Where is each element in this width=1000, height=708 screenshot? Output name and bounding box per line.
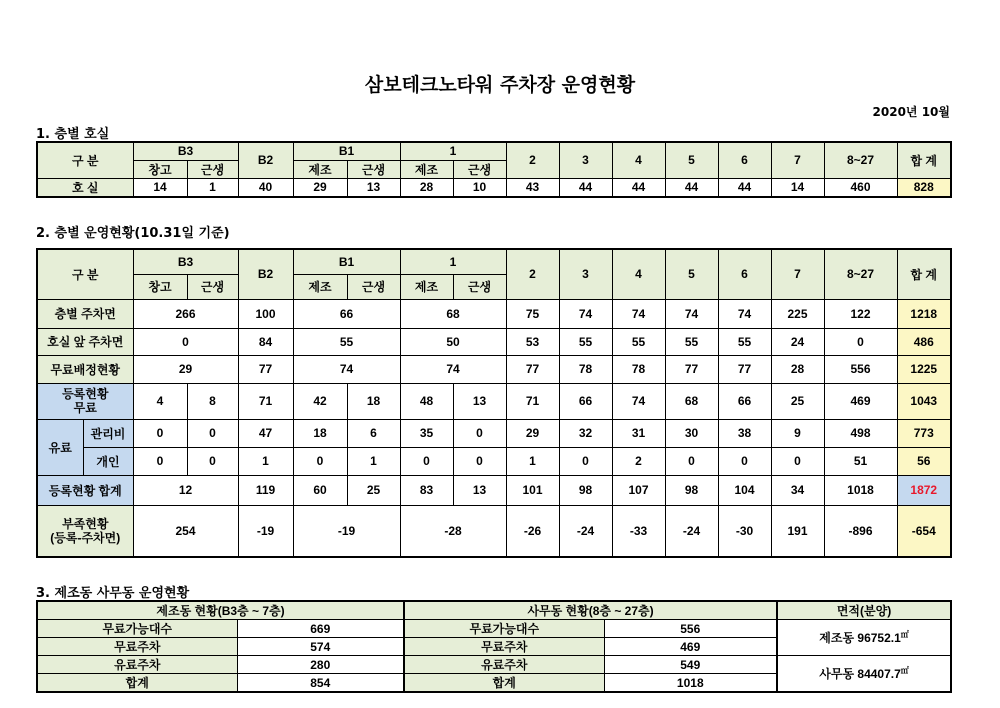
- header-b1-sub1: 제조: [293, 274, 347, 299]
- cell: 0: [453, 447, 506, 475]
- table-row: [37, 383, 951, 419]
- cell: -30: [718, 505, 771, 557]
- cell: 0: [824, 328, 897, 355]
- mfg-value: 280: [237, 656, 404, 674]
- header-b3: B3: [133, 142, 238, 160]
- header-b1-sub1: 제조: [293, 160, 347, 178]
- cell: 0: [559, 447, 612, 475]
- cell: 55: [665, 328, 718, 355]
- cell: 0: [453, 419, 506, 447]
- mfg-label: 유료주차: [37, 656, 237, 674]
- cell: -26: [506, 505, 559, 557]
- table-row: [37, 620, 951, 638]
- cell: 60: [293, 475, 347, 505]
- mfg-value: 574: [237, 638, 404, 656]
- mfg-label: 합계: [37, 674, 237, 693]
- mfg-label: 무료주차: [37, 638, 237, 656]
- section1-table: [36, 141, 952, 198]
- cell: 66: [559, 383, 612, 419]
- mfg-value: 854: [237, 674, 404, 693]
- cell: 0: [718, 447, 771, 475]
- header-f6: 6: [718, 142, 771, 178]
- cell: 35: [400, 419, 453, 447]
- cell: 44: [559, 178, 612, 197]
- header-total: 합 계: [897, 249, 951, 299]
- cell: 66: [293, 299, 400, 328]
- area-header: 면적(분양): [777, 601, 951, 620]
- table-row: [37, 419, 951, 447]
- row-label-paid: 유료: [37, 419, 83, 475]
- report-date: 2020년 10월: [872, 105, 950, 119]
- header-b2: B2: [238, 142, 293, 178]
- office-label: 무료가능대수: [404, 620, 604, 638]
- row-label: [37, 505, 133, 557]
- page-title: 삼보테크노타워 주차장 운영현황: [364, 74, 636, 96]
- cell: 18: [347, 383, 400, 419]
- cell: 122: [824, 299, 897, 328]
- office-header: 사무동 현황(8층 ~ 27층): [404, 601, 777, 620]
- header-b2: B2: [238, 249, 293, 299]
- cell: 2: [612, 447, 665, 475]
- cell: 84: [238, 328, 293, 355]
- cell: 68: [665, 383, 718, 419]
- row-label: 개인: [83, 447, 133, 475]
- cell-total: 1043: [897, 383, 951, 419]
- cell: -19: [238, 505, 293, 557]
- office-label: 합계: [404, 674, 604, 693]
- section3-heading: 3. 제조동 사무동 운영현황: [36, 586, 190, 601]
- mfg-header: 제조동 현황(B3층 ~ 7층): [37, 601, 404, 620]
- section2-table: [36, 248, 952, 558]
- cell: 104: [718, 475, 771, 505]
- cell: 77: [665, 355, 718, 383]
- cell: 1: [347, 447, 400, 475]
- cell: 31: [612, 419, 665, 447]
- header-f6: 6: [718, 249, 771, 299]
- cell: 55: [293, 328, 400, 355]
- cell: 28: [400, 178, 453, 197]
- cell: 55: [718, 328, 771, 355]
- cell: -19: [293, 505, 400, 557]
- table-row: [37, 328, 951, 355]
- row-label: 호실 앞 주차면: [37, 328, 133, 355]
- cell: 225: [771, 299, 824, 328]
- cell: 25: [771, 383, 824, 419]
- header-f2: 2: [506, 142, 559, 178]
- cell: 25: [347, 475, 400, 505]
- cell: 13: [347, 178, 400, 197]
- cell: 0: [665, 447, 718, 475]
- cell: 74: [612, 383, 665, 419]
- cell: 77: [238, 355, 293, 383]
- header-b3: B3: [133, 249, 238, 274]
- area-office: [777, 656, 951, 693]
- cell: 107: [612, 475, 665, 505]
- cell: 74: [718, 299, 771, 328]
- cell: 0: [133, 419, 187, 447]
- header-gubun: 구 분: [37, 249, 133, 299]
- header-b1: B1: [293, 249, 400, 274]
- cell: 78: [612, 355, 665, 383]
- cell-total: 828: [897, 178, 951, 197]
- header-f1-sub2: 근생: [453, 274, 506, 299]
- header-b3-sub2: 근생: [187, 274, 238, 299]
- cell: 28: [771, 355, 824, 383]
- section1-heading: 1. 층별 호실: [36, 127, 110, 142]
- cell: 55: [612, 328, 665, 355]
- header-f7: 7: [771, 249, 824, 299]
- cell: 30: [665, 419, 718, 447]
- table-row: [37, 475, 951, 505]
- cell: 18: [293, 419, 347, 447]
- cell-total: 1225: [897, 355, 951, 383]
- header-f3: 3: [559, 142, 612, 178]
- header-b1-sub2: 근생: [347, 160, 400, 178]
- office-value: 1018: [604, 674, 777, 693]
- office-label: 유료주차: [404, 656, 604, 674]
- cell: 29: [293, 178, 347, 197]
- cell-total: -654: [897, 505, 951, 557]
- table-row: [37, 178, 951, 197]
- table-row: [37, 299, 951, 328]
- header-f1: 1: [400, 249, 506, 274]
- cell: 13: [453, 475, 506, 505]
- cell: 498: [824, 419, 897, 447]
- cell: 43: [506, 178, 559, 197]
- cell: 191: [771, 505, 824, 557]
- cell: 32: [559, 419, 612, 447]
- cell: 77: [506, 355, 559, 383]
- header-f1: 1: [400, 142, 506, 160]
- cell: 53: [506, 328, 559, 355]
- header-total: 합 계: [897, 142, 951, 178]
- cell: 266: [133, 299, 238, 328]
- cell: 1: [238, 447, 293, 475]
- cell: 44: [612, 178, 665, 197]
- cell-total: 486: [897, 328, 951, 355]
- header-b3-sub1: 창고: [133, 160, 187, 178]
- header-b1: B1: [293, 142, 400, 160]
- cell: 469: [824, 383, 897, 419]
- header-f5: 5: [665, 142, 718, 178]
- cell: 74: [400, 355, 506, 383]
- cell: 0: [187, 419, 238, 447]
- cell: 74: [293, 355, 400, 383]
- cell: 29: [506, 419, 559, 447]
- header-b1-sub2: 근생: [347, 274, 400, 299]
- office-label: 무료주차: [404, 638, 604, 656]
- row-label: 층별 주차면: [37, 299, 133, 328]
- area-office-value: 사무동 84407.7: [819, 667, 901, 681]
- header-f7: 7: [771, 142, 824, 178]
- cell: 10: [453, 178, 506, 197]
- table-row: [37, 355, 951, 383]
- cell: -24: [559, 505, 612, 557]
- header-f1-sub1: 제조: [400, 274, 453, 299]
- header-b3-sub1: 창고: [133, 274, 187, 299]
- cell: 75: [506, 299, 559, 328]
- cell: 1018: [824, 475, 897, 505]
- cell: -28: [400, 505, 506, 557]
- row-label: 등록현황 합계: [37, 475, 133, 505]
- cell: 74: [665, 299, 718, 328]
- section2-heading: 2. 층별 운영현황(10.31일 기준): [36, 226, 230, 241]
- cell: 51: [824, 447, 897, 475]
- cell: 0: [133, 447, 187, 475]
- cell: 24: [771, 328, 824, 355]
- cell: -896: [824, 505, 897, 557]
- cell: 14: [133, 178, 187, 197]
- cell: -33: [612, 505, 665, 557]
- row-label: 무료배정현황: [37, 355, 133, 383]
- cell: -24: [665, 505, 718, 557]
- cell: 55: [559, 328, 612, 355]
- cell: 460: [824, 178, 897, 197]
- row-label-line1: 부족현황: [62, 516, 109, 531]
- cell: 12: [133, 475, 238, 505]
- row-label-line2: (등록-주차면): [50, 530, 121, 545]
- cell: 71: [506, 383, 559, 419]
- row-label-line2: 무료: [73, 401, 97, 415]
- cell: 38: [718, 419, 771, 447]
- table-row: [37, 505, 951, 557]
- cell: 47: [238, 419, 293, 447]
- header-gubun: 구 분: [37, 142, 133, 178]
- header-f4: 4: [612, 142, 665, 178]
- cell-total-highlight: 1872: [897, 475, 951, 505]
- cell: 98: [559, 475, 612, 505]
- table-row: [37, 656, 951, 674]
- cell: 1: [506, 447, 559, 475]
- cell: 0: [187, 447, 238, 475]
- row-label-line1: 등록현황: [62, 387, 109, 401]
- cell: 74: [612, 299, 665, 328]
- cell: 254: [133, 505, 238, 557]
- cell: 44: [665, 178, 718, 197]
- mfg-label: 무료가능대수: [37, 620, 237, 638]
- cell: 77: [718, 355, 771, 383]
- header-f4: 4: [612, 249, 665, 299]
- cell: 6: [347, 419, 400, 447]
- cell: 83: [400, 475, 453, 505]
- area-mfg: [777, 620, 951, 656]
- cell: 0: [771, 447, 824, 475]
- cell: 40: [238, 178, 293, 197]
- office-value: 556: [604, 620, 777, 638]
- table-row: [37, 447, 951, 475]
- office-value: 549: [604, 656, 777, 674]
- cell: 0: [293, 447, 347, 475]
- header-f3: 3: [559, 249, 612, 299]
- cell: 9: [771, 419, 824, 447]
- cell: 100: [238, 299, 293, 328]
- cell: 66: [718, 383, 771, 419]
- header-f5: 5: [665, 249, 718, 299]
- header-f2: 2: [506, 249, 559, 299]
- cell: 50: [400, 328, 506, 355]
- cell: 0: [133, 328, 238, 355]
- area-unit: ㎡: [900, 630, 909, 639]
- row-label: [37, 383, 133, 419]
- cell: 68: [400, 299, 506, 328]
- header-b3-sub2: 근생: [187, 160, 238, 178]
- cell: 42: [293, 383, 347, 419]
- row-label: 호 실: [37, 178, 133, 197]
- cell: 556: [824, 355, 897, 383]
- cell: 98: [665, 475, 718, 505]
- cell: 74: [559, 299, 612, 328]
- cell: 1: [187, 178, 238, 197]
- cell: 13: [453, 383, 506, 419]
- cell: 0: [400, 447, 453, 475]
- cell-total: 773: [897, 419, 951, 447]
- cell: 48: [400, 383, 453, 419]
- cell: 8: [187, 383, 238, 419]
- cell-total: 56: [897, 447, 951, 475]
- cell-total: 1218: [897, 299, 951, 328]
- area-unit: ㎡: [900, 666, 909, 675]
- cell: 14: [771, 178, 824, 197]
- header-f8-27: 8~27: [824, 249, 897, 299]
- cell: 71: [238, 383, 293, 419]
- cell: 119: [238, 475, 293, 505]
- cell: 78: [559, 355, 612, 383]
- header-f8-27: 8~27: [824, 142, 897, 178]
- area-mfg-value: 제조동 96752.1: [819, 631, 901, 645]
- cell: 34: [771, 475, 824, 505]
- cell: 101: [506, 475, 559, 505]
- cell: 44: [718, 178, 771, 197]
- office-value: 469: [604, 638, 777, 656]
- section3-table: [36, 600, 952, 693]
- cell: 4: [133, 383, 187, 419]
- cell: 29: [133, 355, 238, 383]
- mfg-value: 669: [237, 620, 404, 638]
- header-f1-sub2: 근생: [453, 160, 506, 178]
- header-f1-sub1: 제조: [400, 160, 453, 178]
- row-label: 관리비: [83, 419, 133, 447]
